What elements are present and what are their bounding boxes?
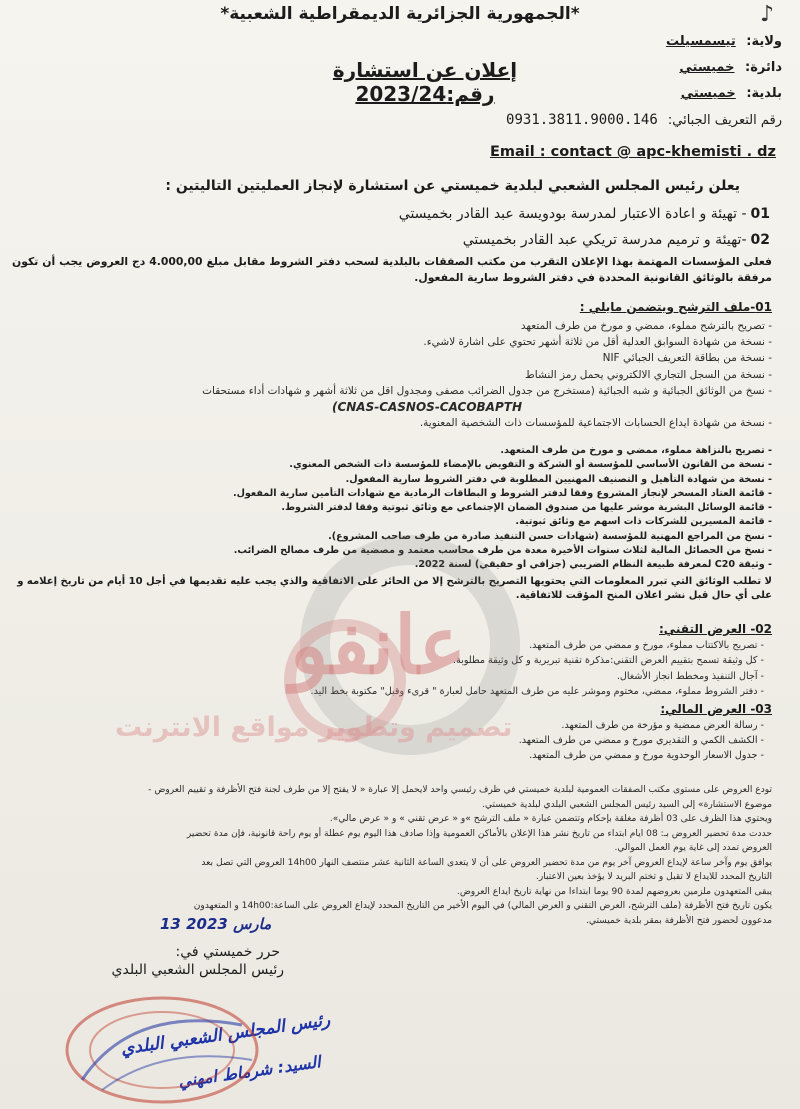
signer-role: رئيس المجلس الشعبي البلدي (111, 962, 284, 978)
section-2-title: 02- العرض التقني: (658, 622, 772, 636)
operation-2-number: 02 (750, 232, 770, 248)
list-item: - الكشف الكمي و التقديري مورخ و ممضي من طرف المتعهد. (518, 735, 764, 747)
wilaya-label: ولاية: (746, 34, 782, 49)
handwritten-date: 13 مارس 2023 (160, 915, 272, 933)
signature-stamp-name: السيد: شرماط امهني (176, 1052, 322, 1091)
daira-label: دائرة: (745, 60, 782, 75)
signature-stamp-title: رئيس المجلس الشعبي البلدي (119, 1010, 332, 1060)
list-item: - نسخة من شهادة التأهيل و التصنيف المهنيين المطلوبة في دفتر الشروط سارية المفعول. (345, 473, 772, 485)
operation-1-text: - تهيئة و اعادة الاعتبار لمدرسة بودويسة عبد القادر بخميستي (398, 206, 747, 222)
list-item: - نسخة من بطاقة التعريف الجبائي NIF (602, 352, 772, 365)
baladia-line (681, 86, 782, 101)
list-item: - نسخة من القانون الأساسي للمؤسسة أو الشركة و التفويض بالإمضاء للمؤسسة ذات الشخص المعنوي. (289, 459, 772, 471)
announcement-title-text: إعلان عن استشارة رقم: (332, 58, 518, 106)
music-note-icon: ♪ (760, 2, 775, 27)
wilaya-line (666, 34, 782, 49)
list-item: - قائمة المسيرين للشركات ذات اسهم مع وثائق ثبوتية. (515, 516, 772, 528)
made-in-label: حرر خميستي في: (175, 944, 280, 960)
list-item: - وثيقة C20 لمعرفة طبيعة النظام الضريبي (جزافي او حقيقي) لسنة 2022. (414, 559, 772, 571)
intro-text: يعلن رئيس المجلس الشعبي لبلدية خميستي عن استشارة لإنجاز العمليتين التاليتين : (165, 178, 740, 194)
list-item: - نسخ من الوثائق الجبائية و شبه الجبائية (مستخرج من جدول الضرائب مصفى ومجدول اقل من ثلاثة أشهر و شهادات أداء مستحقات (202, 384, 772, 397)
list-item: - نسخة من شهادة السوابق العدلية أقل من ثلاثة أشهر تحتوي على اشارة لاشيء. (423, 336, 772, 349)
list-item: - تصريح بالنزاهة مملوء، ممضي و مورخ من طرف المتعهد. (500, 445, 772, 456)
closing-line: تودع العروض على مستوى مكتب الصفقات العمومية لبلدية خميستي في ظرف رئيسي واحد لايحمل إلا عبارة « لا يفتح إلا من طرف لجنة فتح الأظرفة و تقييم العروض - (148, 785, 772, 795)
note-paragraph: لا تطلب الوثائق التي تبرر المعلومات التي يحتويها التصريح بالترشح إلا من الحائز على الاتفاقية والذي يجب عليه تقديمها في أجل 10 أيام من تاريخ إعلامه و على أي حال قبل نشر اعلان المنح المؤقت للاتفاقية. (17, 576, 772, 601)
baladia-label: بلدية: (746, 86, 782, 101)
section-1-list (2, 318, 772, 431)
closing-line: يكون تاريخ فتح الأظرفة (ملف الترشح، العرض التقني و العرض المالي) في اليوم الأخير من التاريخ المحدد لإيداع العروض على الساعة:14h00 و المتعهدون (193, 901, 772, 911)
republic-header: *الجمهورية الجزائرية الديمقراطية الشعبية* (220, 4, 580, 24)
list-item: - نسخة من شهادة ايداع الحسابات الاجتماعية للمؤسسات ذات الشخصية المعنوية. (419, 417, 772, 430)
list-item: - قائمة العتاد المسخر لإنجاز المشروع وفقا لدفتر الشروط و البطاقات الرمادية مع شهادات التأمين سارية المفعول. (232, 487, 772, 499)
closing-line: حددت مدة تحضير العروض بـ: 08 ايام ابتداء من تاريخ نشر هذا الإعلان بالأماكن العمومية وإذا صادف هذا اليوم يوم عطلة أو يوم راحة قانونية، فإن مدة تحضير (186, 828, 772, 839)
daira-line (679, 60, 782, 75)
closing-line: العروض تمدد إلى غاية يوم العمل الموالي. (614, 843, 772, 853)
list-item: - نسخ من الحصائل المالية لثلاث سنوات الأخيرة معدة من طرف محاسب معتمد و مصضية من طرف مصالح الضرائب. (233, 545, 772, 557)
operation-2-text: -تهيئة و ترميم مدرسة تريكي عبد القادر بخميستي (462, 232, 747, 248)
operation-2 (30, 232, 770, 248)
section-1-list-b (2, 444, 772, 573)
wilaya-value: تيسمسيلت (665, 34, 736, 49)
tax-id-value: 0931.3811.9000.146 (506, 112, 658, 128)
announcement-title (265, 58, 585, 106)
closing-line: التاريخ المحدد للايداع لا تقبل و تختم البريد لا يؤخذ بعين الاعتبار. (535, 872, 772, 882)
list-item: - تصريح بالترشح مملوء، ممضي و مورخ من طرف المتعهد (520, 320, 772, 332)
list-item: - آجال التنفيذ ومخطط انجاز الأشغال. (616, 670, 764, 682)
invitation-paragraph: فعلى المؤسسات المهتمة بهذا الإعلان التقرب من مكتب الصفقات بالبلدية لسحب دفتر الشروط مقابل مبلغ 4.000,00 دج العروض يجب أن تكون مرفقة بالوثائق القانونية المحددة في دفتر الشروط سارية المفعول. (12, 255, 772, 284)
list-item: - قائمة الوسائل البشرية موشر عليها من صندوق الضمان الإجتماعي مع وثائق ثبوتية وفقا لدفتر الشروط. (281, 502, 772, 514)
baladia-value: خميستي (680, 86, 736, 101)
watermark-brand: عانفو (290, 598, 467, 692)
announcement-number: 2023/24 (355, 82, 447, 106)
list-item: - جدول الاسعار الوحدوية مورخ و ممضي من طرف المتعهد. (529, 750, 764, 762)
closing-paragraphs (12, 783, 772, 928)
closing-line: مدعوون لحضور فتح الأظرفة بمقر بلدية خميستي. (585, 915, 772, 926)
section-3-title: 03- العرض المالي: (660, 702, 772, 716)
section-1-title: 01-ملف الترشح ويتضمن مايلي : (579, 300, 772, 314)
closing-line: ويحتوي هذا الظرف على 03 أظرفة مغلقة بإحكام وتتضمن عبارة « ملف الترشح »و « عرض تقني » و « عرض مالي». (329, 814, 772, 824)
tax-id-label: رقم التعريف الجبائي: (667, 113, 782, 128)
round-stamp-icon (42, 985, 272, 1105)
list-item: - كل وثيقة تسمح بتقييم العرض التقني:مذكرة تقنية تبريرية و كل وثيقة مطلوبة. (452, 655, 764, 667)
list-item: - تصريح بالاكتتاب مملوء، مورخ و ممضي من طرف المتعهد. (529, 640, 764, 651)
operation-1-number: 01 (750, 206, 770, 222)
daira-value: خميستي (679, 60, 735, 75)
operation-1 (30, 206, 770, 222)
list-item: - نسخة من السجل التجاري الالكتروني يحمل رمز النشاط (525, 368, 772, 381)
watermark-tagline: تصميم وتطوير مواقع الانترنت (115, 712, 513, 743)
closing-line: موضوع الاستشارة» إلى السيد رئيس المجلس الشعبي البلدي لبلدية خميستي. (482, 799, 772, 810)
list-item-cnas: (CNAS-CASNOS-CACOBAPTH (331, 400, 522, 415)
closing-line: يوافق يوم وآخر ساعة لإيداع العروض آخر يوم من مدة تحضير العروض على أن لا يتعدى الساعة الثانية عشر منتصف النهار 14h00 العروض التي تصل بعد (201, 857, 772, 868)
list-item: - رسالة العرض ممضية و مؤرخة من طرف المتعهد. (561, 720, 764, 731)
closing-line: يبقى المتعهدون ملزمين بعروضهم لمدة 90 يوما ابتداءا من نهاية تاريخ ايداع العروض. (456, 886, 772, 897)
list-item: - نسخ من المراجع المهنية للمؤسسة (شهادات حسن التنفيذ صادرة من طرف صاحب المشروع). (328, 530, 772, 542)
tax-id-line (506, 112, 782, 128)
email-line: Email : contact @ apc-khemisti . dz (490, 144, 776, 160)
list-item: - دفتر الشروط مملوء، ممضي، مختوم وموشر عليه من طرف المتعهد حامل لعبارة " قرىء وقبل" مكتوبة بخط اليد. (310, 686, 764, 698)
